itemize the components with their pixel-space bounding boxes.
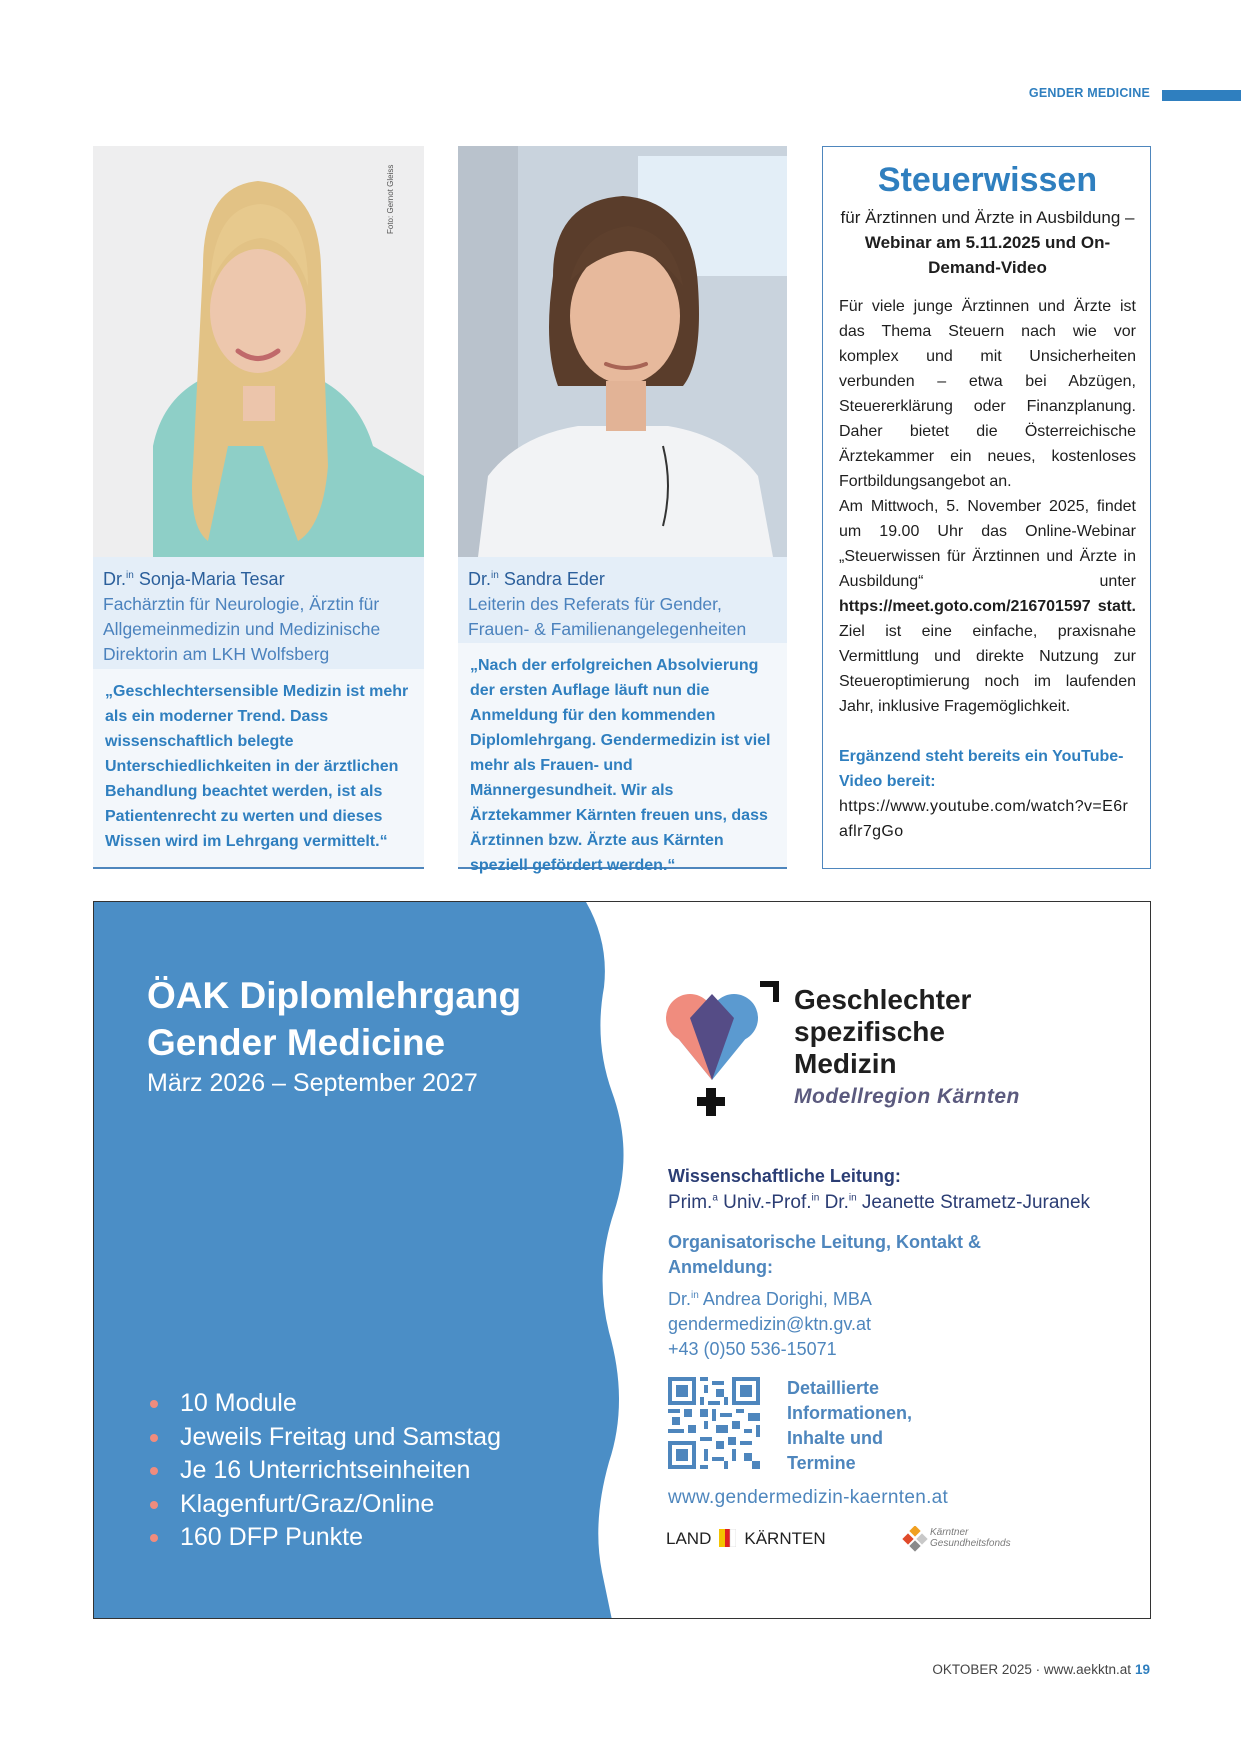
- heart-gender-logo-icon: [664, 980, 789, 1120]
- section-label: GENDER MEDICINE: [1028, 86, 1150, 100]
- feature-item: Je 16 Unterrichtseinheiten: [147, 1454, 501, 1488]
- steuerwissen-box: [822, 146, 1151, 869]
- feature-item: 10 Module: [147, 1387, 501, 1421]
- portrait-tesar: [93, 146, 424, 557]
- bullet-dot-icon: [150, 1534, 158, 1542]
- qr-code-icon[interactable]: [668, 1377, 760, 1469]
- portrait-eder-image: [458, 146, 787, 557]
- photo-credit: Foto: Gernot Gleiss: [386, 164, 395, 234]
- caption-tesar: [93, 557, 424, 669]
- feature-item: Klagenfurt/Graz/Online: [147, 1488, 501, 1522]
- ad-dates: März 2026 – September 2027: [147, 1069, 478, 1097]
- page-number: 19: [1134, 1662, 1150, 1677]
- gender-medicine-ad: [93, 901, 1151, 1619]
- caption-eder: [458, 557, 787, 643]
- org-contact: [668, 1283, 872, 1362]
- ad-features-list: [147, 1387, 501, 1555]
- bullet-dot-icon: [150, 1400, 158, 1408]
- quote-eder: „Nach der erfolgreichen Absolvierung der ersten Auflage läuft nun die Anmeldung für den kommenden Diplomlehrgang. Gendermedizin ist viel mehr als Frauen- und Männergesundheit. Wir als Ärztekammer Kärnten freuen uns, dass Ärztinnen bzw. Ärzte aus Kärnten speziell gefördert werden.“: [470, 657, 771, 874]
- steuer-paragraph-2: Am Mittwoch, 5. November 2025, findet um 19.00 Uhr das Online-Webinar „Steuerwissen für Ärztinnen und Ärzte in Ausbildung“ unter https://meet.goto.com/216701597 statt. Ziel ist eine einfache, praxisnahe Vermittlung und direkte Nutzung zur Steueroptimierung noch im laufenden Jahr, inklusive Fragemöglichkeit.: [839, 498, 1136, 715]
- footer-text: OKTOBER 2025 · www.aekktn.at: [932, 1662, 1131, 1677]
- quote-box-tesar: [93, 669, 424, 869]
- brand-subtitle: Modellregion Kärnten: [794, 1085, 1020, 1108]
- org-phone[interactable]: +43 (0)50 536-15071: [668, 1339, 837, 1359]
- quote-tesar: „Geschlechtersensible Medizin ist mehr als ein moderner Trend. Dass wissenschaftlich belegte Unterschiedlichkeiten in der ärztlichen Behandlung beachtet werden, ist als Patientenrecht zu werten und dieses Wissen wird im Lehrgang vermittelt.“: [105, 683, 409, 850]
- name-tesar: Dr.$^{in}$ Sonja-Maria Tesar: [103, 569, 285, 589]
- role-eder: Leiterin des Referats für Gender, Frauen- & Familienangelegenheiten: [468, 594, 747, 639]
- webinar-link[interactable]: https://meet.goto.com/216701597 statt.: [839, 598, 1136, 615]
- youtube-link[interactable]: https://www.youtube.com/watch?v=E6raflr7gGo: [839, 798, 1129, 840]
- page-footer: [932, 1662, 1150, 1677]
- section-bar: [1162, 90, 1241, 101]
- gesundheitsfonds-text: Kärntner Gesundheitsfonds: [930, 1527, 1011, 1549]
- name-eder: Dr.$^{in}$ Sandra Eder: [468, 569, 605, 589]
- brand-title: Geschlechter spezifische Medizin: [794, 984, 972, 1079]
- org-email[interactable]: gendermedizin@ktn.gv.at: [668, 1314, 872, 1334]
- land-kaernten-logo: LAND KÄRNTEN: [666, 1529, 826, 1548]
- bullet-dot-icon: [150, 1434, 158, 1442]
- youtube-intro: Ergänzend steht bereits ein YouTube-Video bereit:: [839, 748, 1124, 790]
- lead-name: Prim.$^a$ Univ.-Prof.$^{in}$ Dr.$^{in}$ Jeanette Strametz-Juranek: [668, 1192, 1091, 1213]
- role-tesar: Fachärztin für Neurologie, Ärztin für Allgemeinmedizin und Medizinische Direktorin am LKH Wolfsberg: [103, 594, 381, 664]
- steuer-paragraph-1: Für viele junge Ärztinnen und Ärzte ist das Thema Steuern nach wie vor komplex und mit Unsicherheiten verbunden – etwa bei Abzügen, Steuererklärung oder Finanzplanung. Daher bietet die Österreichische Ärztekammer ein neues, kostenloses Fortbildungsangebot an.: [839, 298, 1136, 490]
- steuer-title: Steuerwissen: [877, 161, 1098, 199]
- feature-item: Jeweils Freitag und Samstag: [147, 1421, 501, 1455]
- bullet-dot-icon: [150, 1467, 158, 1475]
- qr-caption: Detaillierte Informationen, Inhalte und Termine: [787, 1378, 912, 1473]
- ad-title: ÖAK Diplomlehrgang Gender Medicine: [147, 975, 522, 1063]
- org-heading: Organisatorische Leitung, Kontakt & Anmeldung:: [668, 1232, 982, 1277]
- org-name: Dr.$^{in}$ Andrea Dorighi, MBA: [668, 1289, 872, 1309]
- portrait-tesar-image: [93, 146, 424, 557]
- lead-heading: Wissenschaftliche Leitung:: [668, 1166, 901, 1186]
- portrait-eder: [458, 146, 787, 557]
- kaernten-flag-icon: [719, 1529, 736, 1547]
- ad-website-link[interactable]: www.gendermedizin-kaernten.at: [668, 1487, 949, 1508]
- steuer-body: [839, 294, 1136, 719]
- feature-item: 160 DFP Punkte: [147, 1521, 501, 1555]
- quote-box-eder: [458, 643, 787, 874]
- steuer-subtitle: für Ärztinnen und Ärzte in Ausbildung – Webinar am 5.11.2025 und On-Demand-Video: [840, 208, 1135, 277]
- gesundheitsfonds-logo-icon: [902, 1526, 928, 1552]
- bullet-dot-icon: [150, 1501, 158, 1509]
